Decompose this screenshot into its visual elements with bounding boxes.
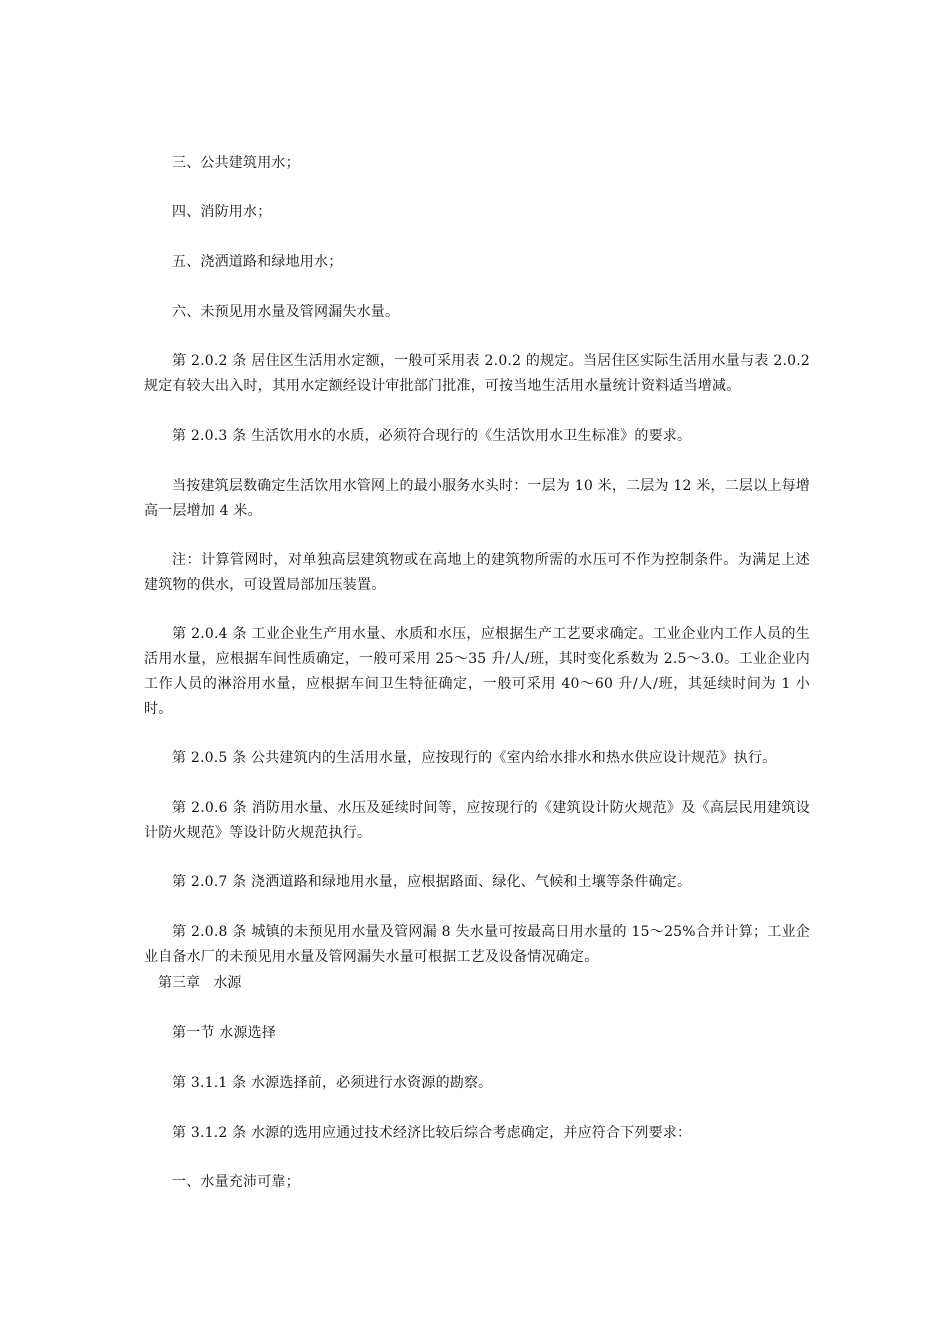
paragraph-service-head: 当按建筑层数确定生活饮用水管网上的最小服务水头时：一层为 10 米，二层为 12 米，二层以上每增高一层增加 4 米。 (144, 478, 810, 519)
chapter-heading: 第三章 水源 (158, 975, 242, 991)
clause-3-1-1: 第 3.1.1 条 水源选择前，必须进行水资源的勘察。 (172, 1075, 493, 1091)
list-item-water-quantity: 一、水量充沛可靠； (172, 1174, 300, 1190)
clause-2-0-6: 第 2.0.6 条 消防用水量、水压及延续时间等，应按现行的《建筑设计防火规范》及《高层民用建筑设计防火规范》等设计防火规范执行。 (144, 800, 810, 841)
note-pressure: 注：计算管网时，对单独高层建筑物或在高地上的建筑物所需的水压可不作为控制条件。为满足上述建筑物的供水，可设置局部加压装置。 (144, 552, 810, 593)
clause-2-0-8: 第 2.0.8 条 城镇的未预见用水量及管网漏 8 失水量可按最高日用水量的 15～25%合并计算；工业企业自备水厂的未预见用水量及管网漏失水量可根据工艺及设备情况确定。 (144, 924, 810, 965)
section-heading: 第一节 水源选择 (172, 1025, 277, 1041)
clause-2-0-2: 第 2.0.2 条 居住区生活用水定额，一般可采用表 2.0.2 的规定。当居住区实际生活用水量与表 2.0.2 规定有较大出入时，其用水定额经设计审批部门批准，可按当地生活用水量统计资料适当增减。 (144, 353, 810, 394)
list-item-unforeseen-water: 六、未预见用水量及管网漏失水量。 (172, 304, 400, 320)
clause-3-1-2: 第 3.1.2 条 水源的选用应通过技术经济比较后综合考虑确定，并应符合下列要求： (172, 1125, 692, 1141)
clause-2-0-7: 第 2.0.7 条 浇洒道路和绿地用水量，应根据路面、绿化、气候和土壤等条件确定。 (172, 874, 692, 890)
list-item-fire-water: 四、消防用水； (172, 204, 272, 220)
clause-2-0-3: 第 2.0.3 条 生活饮用水的水质，必须符合现行的《生活饮用水卫生标准》的要求。 (172, 428, 692, 444)
clause-2-0-5: 第 2.0.5 条 公共建筑内的生活用水量，应按现行的《室内给水排水和热水供应设计规范》执行。 (172, 750, 777, 766)
list-item-public-water: 三、公共建筑用水； (172, 155, 300, 171)
clause-2-0-4: 第 2.0.4 条 工业企业生产用水量、水质和水压，应根据生产工艺要求确定。工业企业内工作人员的生活用水量，应根据车间性质确定，一般可采用 25～35 升/人/班，其时变化系数为 2.5～3.0。工业企业内工作人员的淋浴用水量，应根据车间卫生特征确定，一般可采用 40～60 升/人/班，其延续时间为 1 小时。 (144, 626, 810, 717)
list-item-road-water: 五、浇洒道路和绿地用水； (172, 254, 343, 270)
